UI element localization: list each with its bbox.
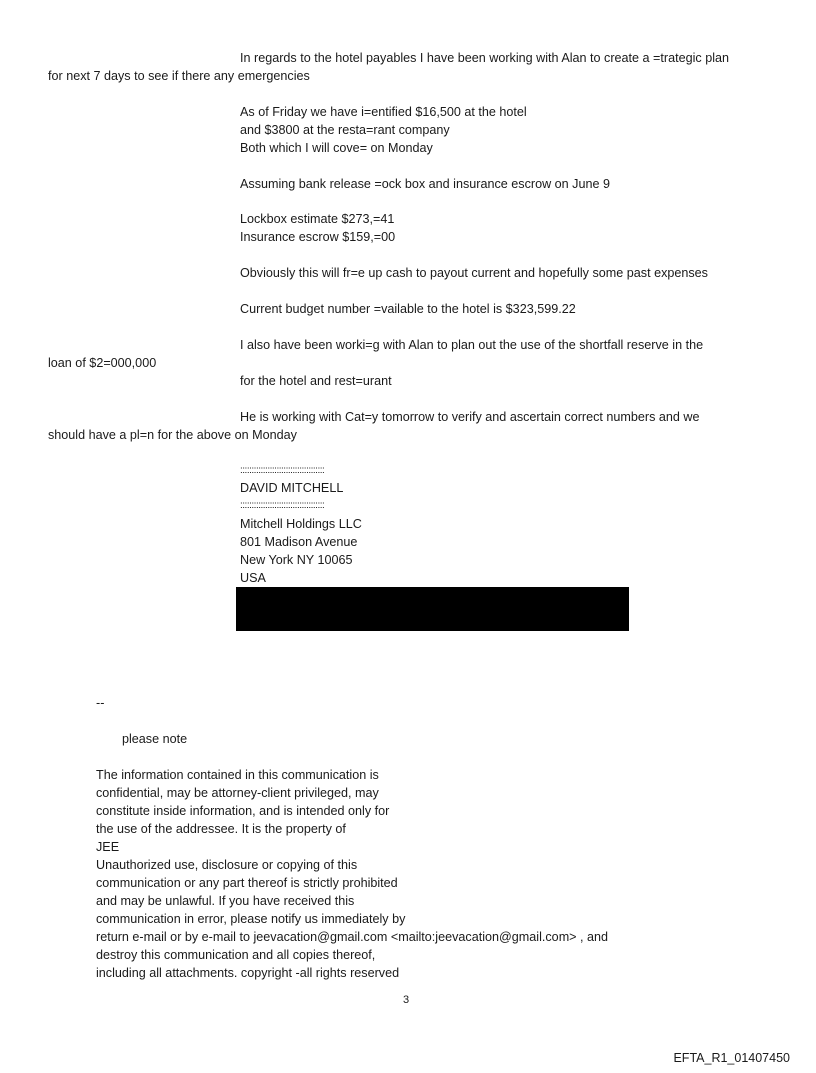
disclaimer-line: confidential, may be attorney-client privileged, may	[96, 786, 379, 800]
signature-company: Mitchell Holdings LLC	[240, 517, 362, 531]
disclaimer-line: communication in error, please notify us immediately by	[96, 912, 406, 926]
body-line: As of Friday we have i=entified $16,500 at the hotel	[240, 105, 527, 119]
separator: --	[96, 696, 105, 710]
signature-divider: :::::::::::::::::::::::::::::::::::::	[240, 500, 325, 511]
body-line: Assuming bank release =ock box and insurance escrow on June 9	[240, 177, 610, 191]
signature-address: 801 Madison Avenue	[240, 535, 358, 549]
disclaimer-line: The information contained in this communication is	[96, 768, 379, 782]
body-line: Current budget number =vailable to the hotel is $323,599.22	[240, 302, 576, 316]
body-line: Obviously this will fr=e up cash to payout current and hopefully some past expenses	[240, 266, 708, 280]
disclaimer-line: destroy this communication and all copies thereof,	[96, 948, 376, 962]
disclaimer-line: and may be unlawful. If you have received this	[96, 894, 355, 908]
body-line: Insurance escrow $159,=00	[240, 230, 396, 244]
body-line: Lockbox estimate $273,=41	[240, 212, 395, 226]
disclaimer-line: JEE	[96, 840, 120, 854]
redaction-box	[236, 587, 629, 631]
body-line: for the hotel and rest=urant	[240, 374, 392, 388]
body-line: He is working with Cat=y tomorrow to verify and ascertain correct numbers and we	[240, 410, 700, 424]
page-number: 3	[403, 994, 410, 1006]
body-line: Both which I will cove= on Monday	[240, 141, 433, 155]
document-id: EFTA_R1_01407450	[673, 1051, 790, 1065]
signature-name: DAVID MITCHELL	[240, 481, 344, 495]
disclaimer-line: Unauthorized use, disclosure or copying of this	[96, 858, 358, 872]
body-line: for next 7 days to see if there any emergencies	[48, 69, 310, 83]
body-line: I also have been worki=g with Alan to plan out the use of the shortfall reserve in the	[240, 338, 704, 352]
signature-address: New York NY 10065	[240, 553, 353, 567]
disclaimer-heading: please note	[122, 732, 188, 746]
signature-divider: :::::::::::::::::::::::::::::::::::::	[240, 465, 325, 476]
disclaimer-line: the use of the addressee. It is the property of	[96, 822, 346, 836]
body-line: In regards to the hotel payables I have been working with Alan to create a =trategic plan	[240, 51, 730, 65]
disclaimer-line: return e-mail or by e-mail to jeevacation@gmail.com <mailto:jeevacation@gmail.com> , and	[96, 930, 609, 944]
disclaimer-line: including all attachments. copyright -all rights reserved	[96, 966, 400, 980]
body-line: loan of $2=000,000	[48, 356, 157, 370]
disclaimer-line: communication or any part thereof is strictly prohibited	[96, 876, 398, 890]
signature-country: USA	[240, 571, 266, 585]
body-line: should have a pl=n for the above on Monday	[48, 428, 297, 442]
disclaimer-line: constitute inside information, and is intended only for	[96, 804, 390, 818]
body-line: and $3800 at the resta=rant company	[240, 123, 450, 137]
